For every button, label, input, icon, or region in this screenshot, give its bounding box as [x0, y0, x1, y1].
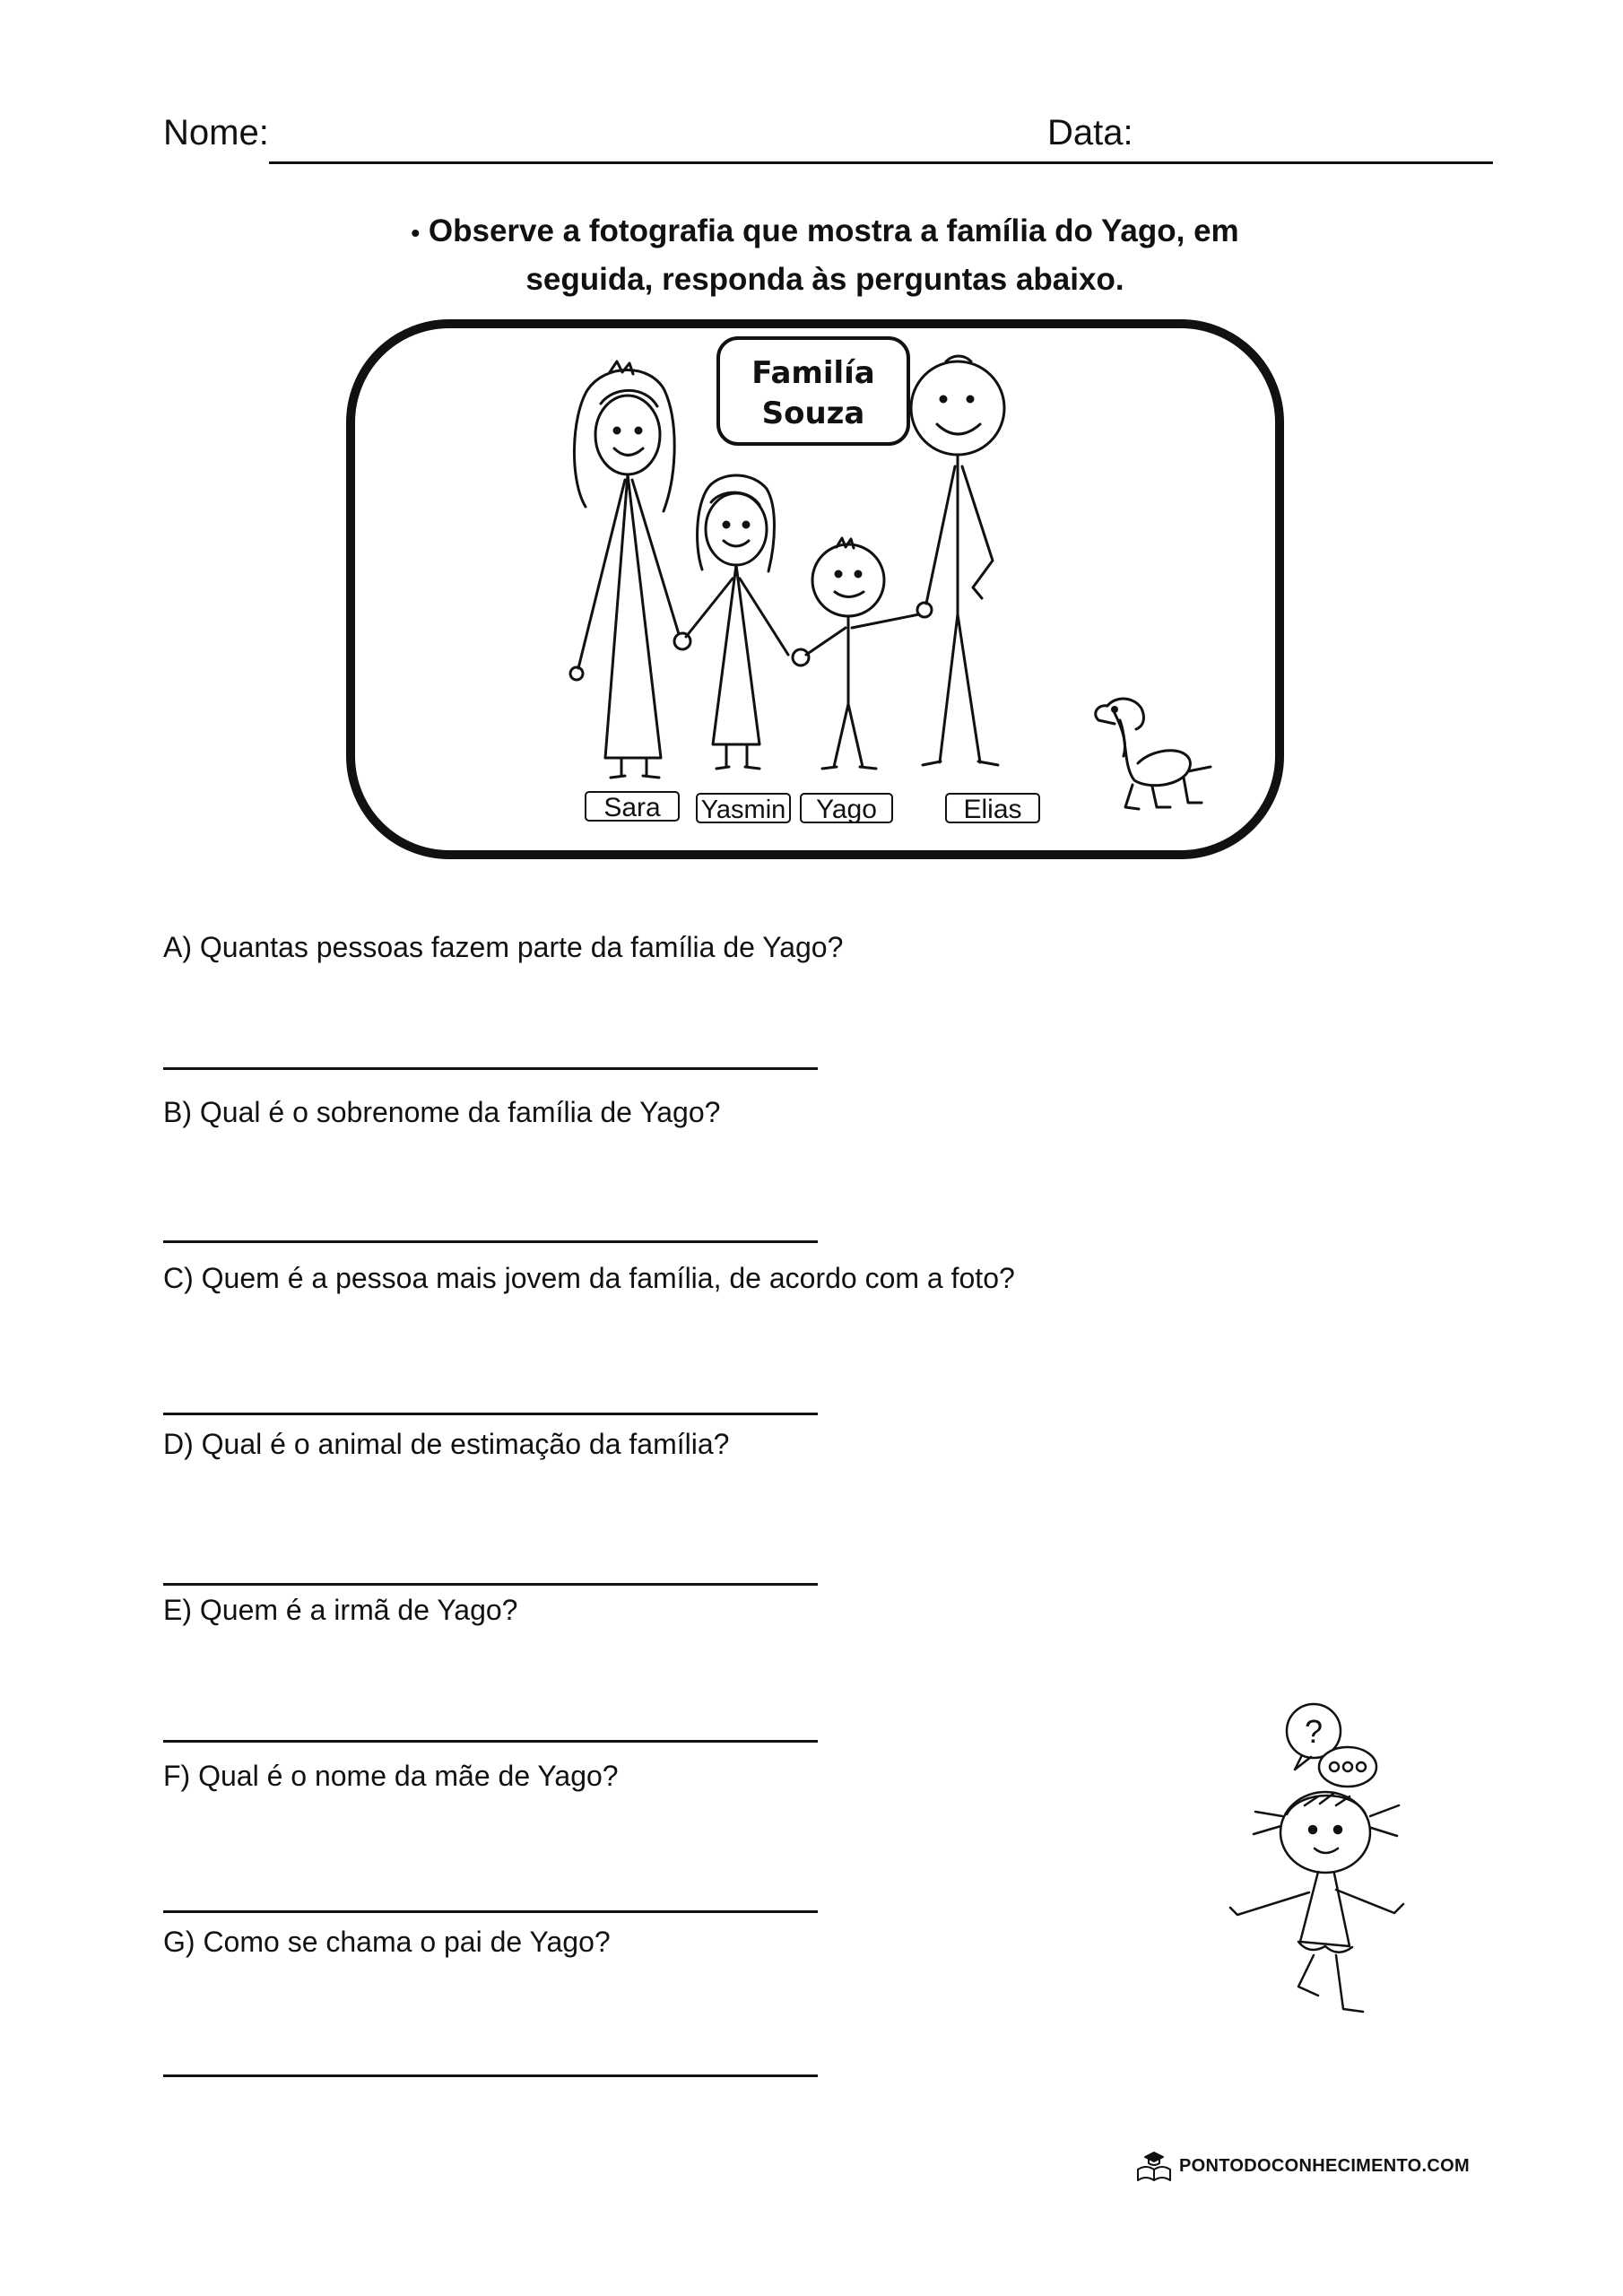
svg-text:Yago: Yago	[816, 795, 877, 824]
answer-line-a[interactable]	[163, 1067, 818, 1070]
question-b: B) Qual é o sobrenome da família de Yago?	[163, 1096, 721, 1128]
question-f: F) Qual é o nome da mãe de Yago?	[163, 1760, 619, 1792]
answer-line-e[interactable]	[163, 1740, 818, 1743]
question-e: E) Quem é a irmã de Yago?	[163, 1594, 518, 1626]
girl-figure	[1230, 1792, 1403, 2012]
name-field-line[interactable]	[269, 161, 1040, 164]
name-label-yago	[801, 794, 892, 824]
svg-text:?: ?	[1304, 1713, 1324, 1750]
name-label-sara	[586, 792, 679, 822]
bullet: •	[411, 219, 421, 247]
question-d: D) Qual é o animal de estimação da família?	[163, 1428, 730, 1460]
instruction-line-1: Observe a fotografia que mostra a família do Yago, em	[428, 213, 1239, 248]
thinking-dots-bubble-icon	[1319, 1747, 1376, 1787]
answer-line-c[interactable]	[163, 1413, 818, 1415]
date-field-line[interactable]	[1040, 161, 1493, 164]
sister-figure	[674, 475, 788, 769]
date-label: Data:	[1047, 113, 1133, 152]
footer-brand	[1134, 2145, 1470, 2187]
name-label: Nome:	[163, 113, 269, 152]
question-g: G) Como se chama o pai de Yago?	[163, 1926, 611, 1958]
name-label-yasmin	[697, 794, 790, 824]
father-figure	[911, 356, 1004, 765]
instruction-line-2: seguida, responda às perguntas abaixo.	[525, 262, 1124, 297]
family-sign	[718, 338, 908, 444]
answer-line-d[interactable]	[163, 1583, 818, 1586]
name-label-elias	[946, 794, 1039, 824]
svg-text:Yasmin: Yasmin	[700, 796, 786, 824]
family-sign-line-1: Familía	[751, 355, 875, 391]
book-graduation-cap-icon	[1134, 2148, 1174, 2184]
family-sign-line-2: Souza	[761, 396, 865, 431]
question-c: C) Quem é a pessoa mais jovem da família, de acordo com a foto?	[163, 1262, 1015, 1294]
thinking-girl-illustration	[1219, 1700, 1426, 2049]
family-photo	[345, 318, 1287, 865]
answer-line-f[interactable]	[163, 1910, 818, 1913]
dog-icon	[1096, 699, 1211, 809]
svg-text:Sara: Sara	[603, 793, 661, 822]
footer-site[interactable]: PONTODOCONHECIMENTO.COM	[1179, 2155, 1470, 2176]
instruction	[323, 208, 1327, 303]
answer-line-b[interactable]	[163, 1240, 818, 1243]
mother-figure	[570, 361, 679, 778]
boy-figure	[793, 538, 919, 769]
question-a: A) Quantas pessoas fazem parte da família de Yago?	[163, 931, 844, 963]
svg-text:Elias: Elias	[963, 795, 1022, 824]
answer-line-g[interactable]	[163, 2074, 818, 2077]
